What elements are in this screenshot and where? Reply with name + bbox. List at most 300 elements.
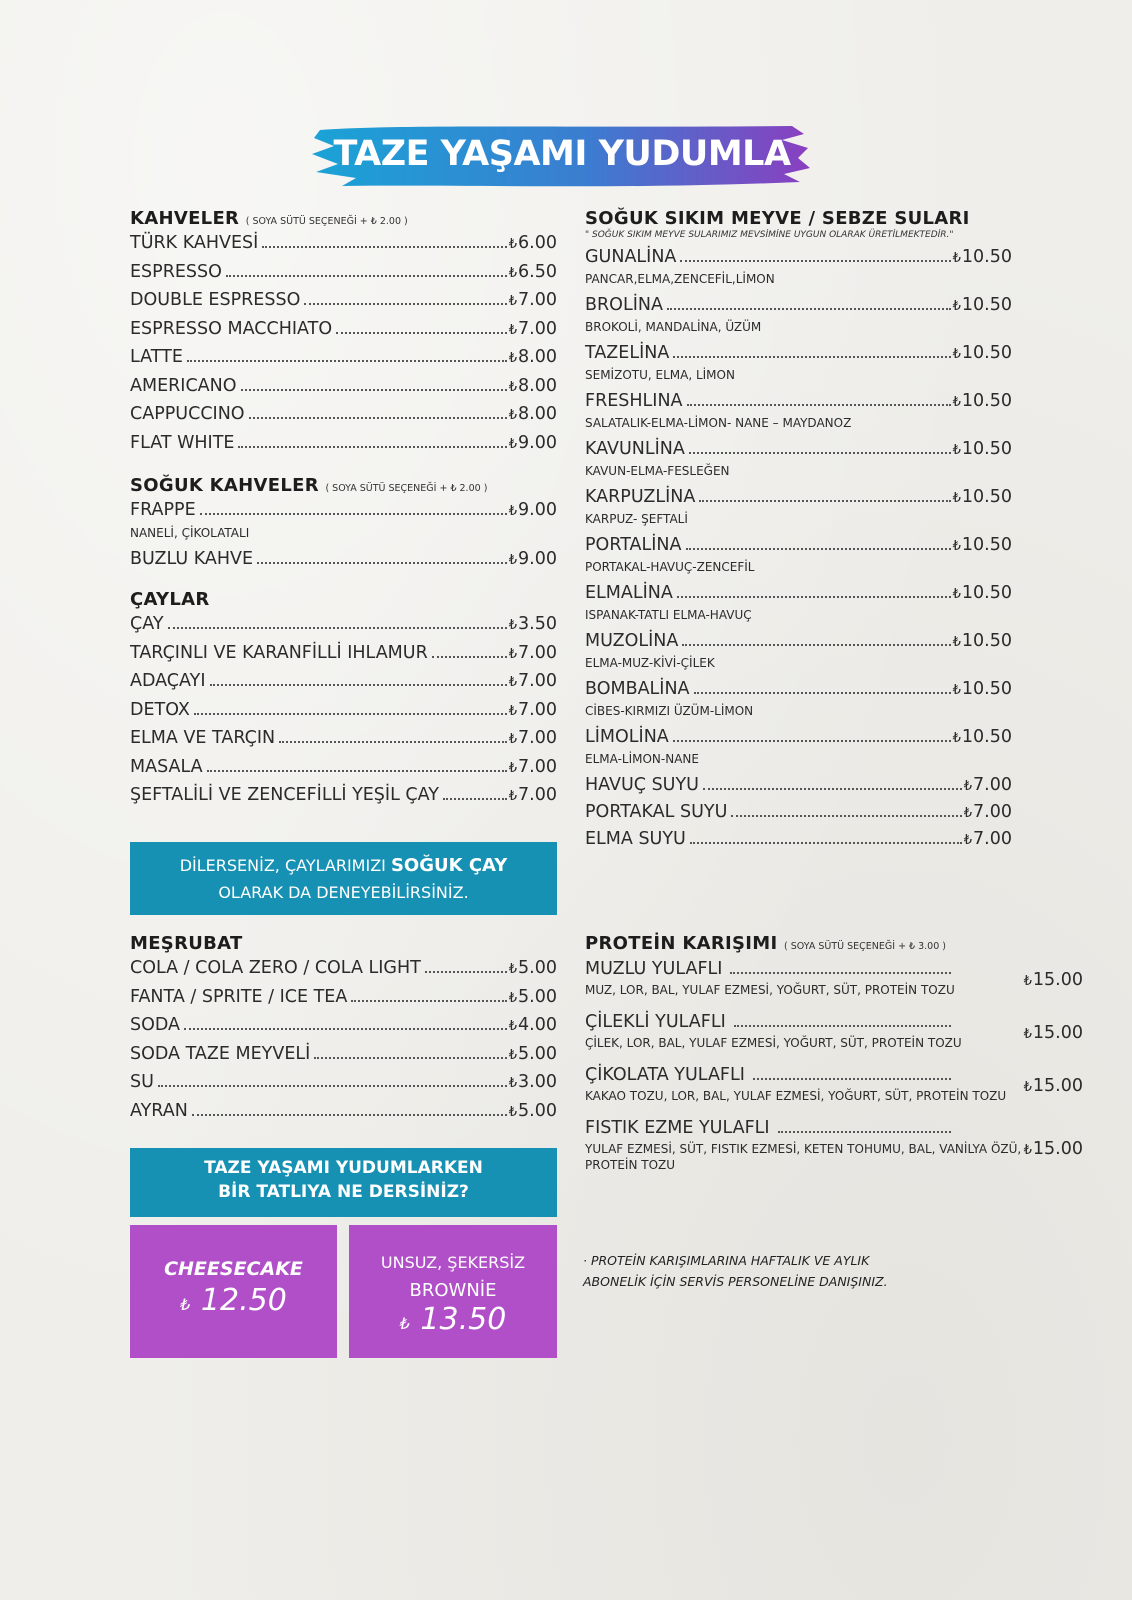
currency-symbol: ₺	[508, 618, 518, 633]
info-bold-text: SOĞUK ÇAY	[390, 855, 508, 876]
menu-item	[130, 667, 557, 696]
dot-leader	[730, 972, 951, 974]
item-name: PORTALİNA	[585, 535, 682, 555]
item-price	[509, 545, 557, 576]
item-price	[964, 772, 1012, 800]
currency-symbol: ₺	[952, 443, 961, 458]
cheesecake-price	[130, 1283, 337, 1318]
menu-item	[585, 628, 1012, 655]
item-name: ELMALİNA	[585, 583, 673, 603]
item-price	[509, 286, 557, 317]
currency-symbol: ₺	[508, 990, 518, 1006]
currency-symbol: ₺	[952, 299, 961, 314]
item-name: BROLİNA	[585, 295, 663, 315]
dot-leader	[699, 500, 950, 502]
item-description: YULAF EZMESİ, SÜT, FISTIK EZMESİ, KETEN TOHUMU, BAL, VANİLYA ÖZÜ, PROTEİN TOZU	[585, 1142, 1022, 1172]
item-price	[1024, 1076, 1083, 1096]
menu-item	[130, 610, 557, 639]
protein-name-row	[585, 956, 953, 982]
item-price	[509, 983, 557, 1014]
item-name: PORTAKAL SUYU	[585, 802, 728, 822]
dot-leader	[262, 246, 506, 248]
price-value: 5.00	[518, 986, 557, 1007]
item-name: FISTIK EZME YULAFLI	[585, 1118, 770, 1138]
dot-leader	[682, 644, 950, 646]
item-price	[953, 724, 1012, 752]
price-value: 7.00	[518, 642, 557, 663]
section-caylar	[130, 589, 557, 610]
caylar-list	[130, 610, 557, 810]
price-value: 9.00	[518, 548, 557, 569]
menu-item	[130, 372, 557, 401]
item-price	[953, 436, 1012, 464]
currency-symbol: ₺	[952, 683, 961, 698]
price-value: 15.00	[1032, 970, 1083, 990]
protein-column	[585, 933, 1083, 1172]
price-value: 4.00	[518, 1015, 557, 1035]
currency-symbol: ₺	[399, 1314, 410, 1333]
item-name: SU	[130, 1072, 154, 1092]
price-value: 5.00	[518, 958, 557, 978]
dot-leader	[187, 360, 507, 362]
dot-leader	[734, 1025, 951, 1027]
dot-leader	[238, 446, 506, 448]
item-name: AYRAN	[130, 1100, 188, 1121]
item-price	[509, 753, 557, 784]
item-name: TÜRK KAHVESİ	[130, 233, 259, 253]
dot-leader	[687, 404, 951, 406]
dot-leader	[158, 1085, 507, 1087]
section-note: ( SOYA SÜTÜ SEÇENEĞİ + ₺ 2.00 )	[325, 483, 488, 494]
item-price	[1024, 970, 1083, 990]
info-text: DİLERSENİZ, ÇAYLARIMIZI	[179, 856, 386, 875]
currency-symbol: ₺	[952, 635, 961, 650]
title-banner	[312, 124, 812, 190]
menu-item	[585, 580, 1012, 607]
item-name: COLA / COLA ZERO / COLA LIGHT	[130, 958, 421, 978]
right-column	[585, 208, 1012, 853]
currency-symbol: ₺	[952, 395, 961, 410]
item-name: FANTA / SPRITE / ICE TEA	[130, 986, 348, 1007]
dot-leader	[194, 713, 507, 715]
kahveler-list	[130, 229, 557, 457]
item-description: ISPANAK-TATLI ELMA-HAVUÇ	[585, 608, 752, 622]
item-name: DOUBLE ESPRESSO	[130, 290, 301, 310]
item-name: SODA	[130, 1015, 181, 1035]
price-value: 12.50	[200, 1283, 287, 1318]
item-price	[509, 610, 557, 641]
item-description: PANCAR,ELMA,ZENCEFİL,LİMON	[585, 272, 775, 286]
currency-symbol: ₺	[508, 1104, 518, 1120]
currency-symbol: ₺	[508, 237, 518, 252]
menu-item	[130, 724, 557, 753]
tatli-line-1: TAZE YAŞAMI YUDUMLARKEN	[204, 1158, 483, 1178]
price-value: 8.00	[518, 375, 557, 396]
currency-symbol: ₺	[508, 962, 518, 977]
item-price	[509, 696, 557, 727]
price-value: 10.50	[961, 583, 1012, 603]
price-value: 3.50	[518, 614, 557, 634]
menu-item	[130, 286, 557, 315]
section-note: ( SOYA SÜTÜ SEÇENEĞİ + ₺ 2.00 )	[245, 216, 408, 227]
dot-leader	[210, 684, 507, 686]
price-value: 7.00	[518, 728, 557, 748]
menu-item	[130, 229, 557, 258]
brownie-name: BROWNİE	[409, 1280, 497, 1301]
item-price	[953, 484, 1012, 512]
currency-symbol: ₺	[1023, 1143, 1032, 1158]
menu-item	[585, 292, 1012, 319]
item-price	[509, 258, 557, 289]
price-value: 7.00	[518, 756, 557, 777]
item-name: KAVUNLİNA	[585, 439, 685, 459]
price-value: 7.00	[518, 290, 557, 310]
item-name: FRESHLINA	[585, 391, 683, 411]
menu-item	[585, 676, 1012, 703]
item-name: HAVUÇ SUYU	[585, 775, 699, 795]
menu-item	[585, 484, 1012, 511]
price-value: 7.00	[518, 699, 557, 720]
sulari-list	[585, 244, 1012, 853]
currency-symbol: ₺	[508, 436, 518, 452]
item-price	[509, 400, 557, 431]
section-kahveler	[130, 208, 557, 229]
item-price	[1024, 1139, 1083, 1159]
cheesecake-card	[130, 1225, 337, 1358]
dot-leader	[689, 452, 951, 454]
item-name: MASALA	[130, 756, 203, 777]
tatli-line-2: BİR TATLIYA NE DERSİNİZ?	[218, 1182, 469, 1202]
brownie-card	[349, 1225, 557, 1358]
item-price	[953, 532, 1012, 560]
dot-leader	[207, 770, 507, 772]
item-description: KAKAO TOZU, LOR, BAL, YULAF EZMESİ, YOĞURT, SÜT, PROTEİN TOZU	[585, 1089, 1007, 1103]
soguk-cay-info-box	[130, 842, 557, 915]
dot-leader	[694, 692, 951, 694]
item-price	[953, 292, 1012, 320]
currency-symbol: ₺	[508, 732, 518, 747]
price-value: 7.00	[973, 775, 1012, 795]
price-value: 15.00	[1032, 1076, 1083, 1096]
item-name: ESPRESSO MACCHIATO	[130, 318, 333, 339]
dot-leader	[257, 562, 507, 564]
dot-leader	[677, 596, 951, 598]
currency-symbol: ₺	[952, 731, 961, 746]
price-value: 5.00	[518, 1100, 557, 1121]
item-price	[509, 724, 557, 755]
price-value: 10.50	[961, 487, 1012, 507]
dot-leader	[351, 1000, 506, 1002]
tatli-info-box	[130, 1148, 557, 1217]
item-price	[509, 954, 557, 985]
price-value: 10.50	[961, 535, 1012, 555]
menu-item	[130, 496, 557, 525]
currency-symbol: ₺	[508, 265, 518, 281]
currency-symbol: ₺	[508, 294, 518, 309]
section-title: ÇAYLAR	[130, 589, 210, 610]
item-price	[509, 1011, 557, 1042]
item-name: ÇAY	[130, 614, 164, 634]
currency-symbol: ₺	[963, 779, 973, 794]
dot-leader	[443, 798, 507, 800]
currency-symbol: ₺	[952, 539, 961, 554]
dot-leader	[241, 389, 507, 391]
dot-leader	[168, 627, 507, 629]
menu-item	[585, 340, 1012, 367]
menu-item	[130, 1068, 557, 1097]
currency-symbol: ₺	[508, 760, 518, 776]
price-value: 15.00	[1032, 1139, 1083, 1159]
item-price	[964, 799, 1012, 827]
dot-leader	[686, 548, 951, 550]
section-title: SOĞUK KAHVELER	[130, 475, 319, 496]
menu-item	[585, 772, 1012, 799]
item-name: BUZLU KAHVE	[130, 548, 254, 569]
section-note: " SOĞUK SIKIM MEYVE SULARIMIZ MEVSİMİNE UYGUN OLARAK ÜRETİLMEKTEDİR."	[585, 230, 954, 240]
menu-item	[585, 826, 1012, 853]
currency-symbol: ₺	[952, 251, 961, 266]
item-description: SEMİZOTU, ELMA, LİMON	[585, 368, 735, 382]
item-price	[509, 343, 557, 374]
currency-symbol: ₺	[963, 833, 973, 848]
currency-symbol: ₺	[180, 1295, 191, 1314]
menu-item	[130, 315, 557, 344]
dot-leader	[753, 1078, 951, 1080]
currency-symbol: ₺	[508, 703, 518, 719]
item-price	[509, 372, 557, 403]
item-name: DETOX	[130, 699, 190, 720]
section-note: ( SOYA SÜTÜ SEÇENEĞİ + ₺ 3.00 )	[784, 941, 946, 952]
item-price	[953, 388, 1012, 416]
dot-leader	[703, 788, 962, 790]
dot-leader	[192, 1114, 507, 1116]
item-description: PORTAKAL-HAVUÇ-ZENCEFİL	[585, 560, 755, 574]
protein-name-row	[585, 1009, 953, 1035]
currency-symbol: ₺	[508, 675, 518, 690]
item-price	[509, 429, 557, 460]
dot-leader	[432, 656, 507, 658]
item-price	[509, 667, 557, 698]
currency-symbol: ₺	[1023, 1080, 1032, 1095]
item-price	[1024, 1023, 1083, 1043]
price-value: 15.00	[1032, 1023, 1083, 1043]
dot-leader	[200, 513, 507, 515]
currency-symbol: ₺	[508, 1076, 518, 1091]
item-price	[509, 1068, 557, 1099]
protein-item	[585, 1115, 1083, 1172]
item-price	[953, 676, 1012, 704]
dot-leader	[667, 308, 951, 310]
item-price	[509, 639, 557, 670]
item-description: ELMA-MUZ-KİVİ-ÇİLEK	[585, 656, 715, 670]
item-description: BROKOLİ, MANDALİNA, ÜZÜM	[585, 320, 762, 334]
item-price	[509, 1040, 557, 1071]
item-price	[953, 244, 1012, 272]
menu-item	[130, 983, 557, 1012]
price-value: 10.50	[961, 631, 1012, 651]
dot-leader	[249, 417, 507, 419]
section-title: SOĞUK SIKIM MEYVE / SEBZE SULARI	[585, 208, 970, 229]
footnote-line-2: ABONELİK İÇİN SERVİS PERSONELİNE DANIŞINIZ.	[583, 1274, 888, 1289]
currency-symbol: ₺	[952, 491, 961, 506]
item-description: SALATALIK-ELMA-LİMON- NANE – MAYDANOZ	[585, 416, 852, 430]
currency-symbol: ₺	[508, 322, 518, 338]
item-name: GUNALİNA	[585, 247, 677, 267]
protein-name-row	[585, 1062, 953, 1088]
item-description: KAVUN-ELMA-FESLEĞEN	[585, 464, 730, 478]
dot-leader	[336, 332, 507, 334]
item-name: MUZOLİNA	[585, 631, 679, 651]
currency-symbol: ₺	[508, 408, 518, 423]
menu-item	[585, 388, 1012, 415]
menu-item	[130, 258, 557, 287]
item-name: ELMA SUYU	[585, 829, 686, 849]
item-price	[509, 1097, 557, 1128]
item-price	[953, 580, 1012, 608]
dot-leader	[314, 1057, 506, 1059]
brownie-price	[349, 1302, 557, 1337]
item-description: ÇİLEK, LOR, BAL, YULAF EZMESİ, YOĞURT, SÜT, PROTEİN TOZU	[585, 1036, 962, 1050]
mesrubat-column	[130, 933, 557, 1125]
menu-item	[585, 436, 1012, 463]
item-name: FLAT WHITE	[130, 432, 235, 453]
price-value: 10.50	[961, 439, 1012, 459]
section-soguk-kahveler	[130, 475, 557, 496]
dot-leader	[279, 741, 507, 743]
cheesecake-name: CHEESECAKE	[164, 1258, 303, 1280]
currency-symbol: ₺	[508, 504, 518, 519]
price-value: 7.00	[518, 785, 557, 805]
price-value: 6.50	[518, 261, 557, 282]
item-name: ÇİLEKLİ YULAFLI	[585, 1012, 726, 1032]
menu-item	[130, 400, 557, 429]
item-name: ŞEFTALİLİ VE ZENCEFİLLİ YEŞİL ÇAY	[130, 785, 439, 805]
protein-footnote	[583, 1250, 888, 1292]
currency-symbol: ₺	[1023, 1027, 1032, 1042]
section-title: PROTEİN KARIŞIMI	[585, 933, 778, 954]
currency-symbol: ₺	[952, 587, 961, 602]
currency-symbol: ₺	[508, 1019, 518, 1034]
dot-leader	[304, 303, 506, 305]
currency-symbol: ₺	[952, 347, 961, 362]
menu-item	[130, 1040, 557, 1069]
section-mesrubat	[130, 933, 557, 954]
item-name: ELMA VE TARÇIN	[130, 728, 276, 748]
menu-item	[130, 639, 557, 668]
price-value: 10.50	[961, 727, 1012, 747]
item-description: ELMA-LİMON-NANE	[585, 752, 699, 766]
currency-symbol: ₺	[508, 1047, 518, 1063]
item-name: LİMOLİNA	[585, 727, 669, 747]
price-value: 8.00	[518, 404, 557, 424]
price-value: 13.50	[420, 1302, 507, 1337]
price-value: 9.00	[518, 432, 557, 453]
dot-leader	[425, 971, 507, 973]
menu-item	[130, 429, 557, 458]
left-column	[130, 208, 557, 810]
protein-item	[585, 1009, 1083, 1062]
price-value: 7.00	[973, 829, 1012, 849]
item-name: LATTE	[130, 347, 183, 367]
currency-symbol: ₺	[963, 806, 973, 821]
dot-leader	[673, 740, 951, 742]
brownie-subtitle: UNSUZ, ŞEKERSİZ	[380, 1253, 526, 1272]
item-price	[509, 315, 557, 346]
menu-item	[130, 343, 557, 372]
menu-item	[130, 545, 557, 574]
item-price	[953, 340, 1012, 368]
price-value: 7.00	[518, 671, 557, 691]
price-value: 10.50	[961, 295, 1012, 315]
item-name: CAPPUCCINO	[130, 404, 245, 424]
price-value: 7.00	[518, 318, 557, 339]
price-value: 10.50	[961, 679, 1012, 699]
section-protein	[585, 933, 1083, 954]
item-description: MUZ, LOR, BAL, YULAF EZMESİ, YOĞURT, SÜT, PROTEİN TOZU	[585, 983, 955, 997]
item-description: CİBES-KIRMIZI ÜZÜM-LİMON	[585, 704, 754, 718]
item-price	[509, 229, 557, 260]
menu-item	[130, 696, 557, 725]
protein-list	[585, 956, 1083, 1172]
item-name: AMERICANO	[130, 375, 237, 396]
item-description: NANELİ, ÇİKOLATALI	[130, 525, 250, 540]
currency-symbol: ₺	[508, 646, 518, 662]
dot-leader	[690, 842, 962, 844]
footnote-line-1: · PROTEİN KARIŞIMLARINA HAFTALIK VE AYLIK	[583, 1253, 870, 1268]
menu-item	[585, 244, 1012, 271]
section-sulari	[585, 208, 1012, 229]
currency-symbol: ₺	[508, 351, 518, 366]
item-price	[509, 781, 557, 812]
item-name: SODA TAZE MEYVELİ	[130, 1043, 311, 1064]
menu-item	[585, 532, 1012, 559]
price-value: 10.50	[961, 343, 1012, 363]
item-name: TAZELİNA	[585, 343, 670, 363]
dot-leader	[778, 1131, 951, 1133]
currency-symbol: ₺	[1023, 974, 1032, 989]
info-line-1	[130, 855, 557, 876]
item-price	[953, 628, 1012, 656]
currency-symbol: ₺	[508, 379, 518, 395]
price-value: 5.00	[518, 1043, 557, 1064]
menu-item	[130, 753, 557, 782]
item-name: ADAÇAYI	[130, 671, 206, 691]
protein-item	[585, 1062, 1083, 1115]
menu-item	[585, 799, 1012, 826]
protein-name-row	[585, 1115, 953, 1141]
dot-leader	[226, 275, 507, 277]
price-value: 9.00	[518, 500, 557, 520]
mesrubat-list	[130, 954, 557, 1125]
dot-leader	[184, 1028, 507, 1030]
item-name: BOMBALİNA	[585, 679, 690, 699]
price-value: 6.00	[518, 233, 557, 253]
menu-item	[130, 954, 557, 983]
soguk-kahveler-list	[130, 496, 557, 573]
currency-symbol: ₺	[508, 789, 518, 804]
info-line-2: OLARAK DA DENEYEBİLİRSİNİZ.	[218, 883, 469, 902]
menu-item	[130, 1011, 557, 1040]
menu-item	[130, 781, 557, 810]
item-name: ESPRESSO	[130, 261, 222, 282]
price-value: 10.50	[961, 247, 1012, 267]
dot-leader	[680, 260, 950, 262]
price-value: 8.00	[518, 347, 557, 367]
dot-leader	[731, 815, 961, 817]
price-value: 10.50	[961, 391, 1012, 411]
price-value: 3.00	[518, 1072, 557, 1092]
item-price	[964, 826, 1012, 854]
